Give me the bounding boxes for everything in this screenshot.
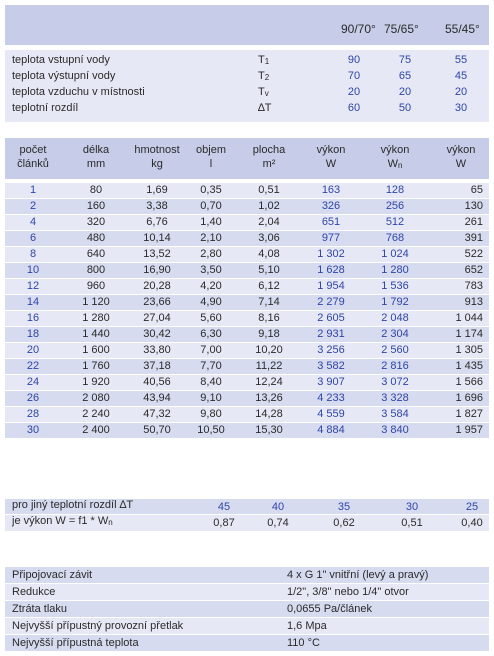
table-cell: 3 582 xyxy=(317,360,345,372)
table-cell: 8,40 xyxy=(200,376,222,388)
table-cell: 261 xyxy=(464,216,483,228)
factor-value: 30 xyxy=(405,501,419,513)
table-row xyxy=(5,263,489,279)
table-cell: 2 279 xyxy=(317,296,345,308)
table-cell: 1 760 xyxy=(82,360,110,372)
table-cell: 1 628 xyxy=(317,264,345,276)
table-cell: 8,16 xyxy=(258,312,280,324)
column-header-line2: $W_n$ xyxy=(387,158,403,170)
table-cell: 5,60 xyxy=(200,312,222,324)
table-cell: 4,08 xyxy=(258,248,280,260)
table-cell: 9,10 xyxy=(200,392,222,404)
column-header-line1: délka xyxy=(82,144,110,156)
table-cell: 1 435 xyxy=(455,360,483,372)
table-cell: 1 280 xyxy=(82,312,110,324)
delta-t-symbol: ∆T xyxy=(119,499,134,511)
table-cell: 1 536 xyxy=(381,280,409,292)
temp-label: teplota vstupní vody xyxy=(12,54,110,66)
temp-value: 20 xyxy=(398,86,412,98)
table-cell: 783 xyxy=(464,280,483,292)
column-header-line1: počet xyxy=(19,144,47,156)
temp-value: 90 xyxy=(347,54,361,66)
temp-row xyxy=(5,84,489,100)
factor-value: 35 xyxy=(337,501,351,513)
column-header xyxy=(303,143,359,171)
table-cell: 256 xyxy=(385,200,405,212)
factor-value: 0,62 xyxy=(333,517,355,529)
table-cell: 2 931 xyxy=(317,328,345,340)
table-cell: 7,70 xyxy=(200,360,222,372)
table-cell: 0,70 xyxy=(200,200,222,212)
temp-symbol: $T_v$ xyxy=(258,86,269,98)
table-cell: 1 044 xyxy=(455,312,483,324)
temp-symbol: $T_2$ xyxy=(258,70,270,82)
table-cell: 652 xyxy=(464,264,483,276)
table-cell: 480 xyxy=(86,232,106,244)
table-cell: 960 xyxy=(86,280,106,292)
column-header-line2: mm xyxy=(86,158,106,170)
factor-value: 40 xyxy=(271,501,285,513)
table-cell: 130 xyxy=(464,200,483,212)
table-cell: 2,10 xyxy=(200,232,222,244)
spec-label: Ztráta tlaku xyxy=(12,603,68,615)
spec-row xyxy=(5,567,489,583)
column-header-line2: m² xyxy=(262,158,276,170)
table-cell: 11,22 xyxy=(255,360,283,372)
table-row xyxy=(5,231,489,247)
table-cell: 16 xyxy=(26,312,40,324)
table-row xyxy=(5,359,489,375)
table-row xyxy=(5,327,489,343)
column-header-line2: kg xyxy=(151,158,163,170)
table-cell: 0,51 xyxy=(258,184,280,196)
table-cell: 4,90 xyxy=(200,296,222,308)
column-header-line1: hmotnost xyxy=(134,144,180,156)
table-cell: 20 xyxy=(26,344,40,356)
table-cell: 1 174 xyxy=(455,328,483,340)
factor-value: 0,40 xyxy=(461,517,483,529)
table-cell: 800 xyxy=(86,264,106,276)
table-cell: 1 440 xyxy=(82,328,110,340)
table-cell: 27,04 xyxy=(143,312,171,324)
spec-label: Připojovací závit xyxy=(12,569,93,581)
temp-row xyxy=(5,100,489,116)
spec-value: 110 °C xyxy=(287,637,320,649)
table-cell: 1 957 xyxy=(455,424,483,436)
table-cell: 1 120 xyxy=(82,296,110,308)
table-cell: 10,20 xyxy=(255,344,283,356)
radiator-table-header xyxy=(5,138,489,179)
table-cell: 640 xyxy=(86,248,106,260)
table-cell: 6,12 xyxy=(258,280,280,292)
table-cell: 14,28 xyxy=(255,408,283,420)
table-cell: 160 xyxy=(86,200,106,212)
column-header-line2: W xyxy=(455,158,467,170)
factor-value: 0,74 xyxy=(267,517,289,529)
temp-label: teplota výstupní vody xyxy=(12,70,116,82)
table-cell: 3 072 xyxy=(381,376,409,388)
table-cell: 8 xyxy=(29,248,37,260)
table-cell: 1 024 xyxy=(381,248,409,260)
table-cell: 3 256 xyxy=(317,344,345,356)
factor-label-2: je výkon $W = f1 * W_n$ xyxy=(12,515,113,527)
spec-row xyxy=(5,618,489,634)
table-cell: 50,70 xyxy=(143,424,171,436)
column-header xyxy=(241,143,297,171)
table-cell: 12 xyxy=(26,280,40,292)
table-cell: 3 328 xyxy=(381,392,409,404)
table-cell: 512 xyxy=(385,216,405,228)
table-cell: 1 696 xyxy=(455,392,483,404)
factor-row-f1 xyxy=(5,515,489,531)
table-cell: 2 816 xyxy=(381,360,409,372)
table-cell: 1 954 xyxy=(317,280,345,292)
table-cell: 4 xyxy=(29,216,37,228)
table-cell: 7,00 xyxy=(200,344,222,356)
temp-symbol: ∆T xyxy=(258,102,272,114)
table-cell: 4 559 xyxy=(317,408,345,420)
table-cell: 3,38 xyxy=(146,200,168,212)
table-cell: 7,14 xyxy=(258,296,280,308)
table-cell: 24 xyxy=(26,376,40,388)
table-cell: 1,69 xyxy=(146,184,168,196)
table-row xyxy=(5,295,489,311)
spec-value: 4 x G 1" vnitřní (levý a pravý) xyxy=(287,569,429,581)
table-cell: 4 884 xyxy=(317,424,345,436)
table-cell: 47,32 xyxy=(143,408,171,420)
table-cell: 15,30 xyxy=(255,424,283,436)
table-cell: 10 xyxy=(26,264,40,276)
table-row xyxy=(5,375,489,391)
table-cell: 2 560 xyxy=(381,344,409,356)
table-cell: 2 304 xyxy=(381,328,409,340)
factor-label-1: pro jiný teplotní rozdíl ∆T xyxy=(12,499,134,511)
temp-value: 60 xyxy=(347,102,361,114)
table-row xyxy=(5,407,489,423)
temp-value: 20 xyxy=(454,86,468,98)
temp-label: teplota vzduchu v místnosti xyxy=(12,86,145,98)
table-cell: 2 048 xyxy=(381,312,409,324)
temp-row xyxy=(5,52,489,68)
table-cell: 3 907 xyxy=(317,376,345,388)
column-header xyxy=(129,143,185,171)
temp-symbol: $T_1$ xyxy=(258,54,270,66)
spec-value: 1/2", 3/8" nebo 1/4" otvor xyxy=(287,586,409,598)
spec-label: Redukce xyxy=(12,586,56,598)
specifications-table xyxy=(5,567,489,651)
temp-value: 50 xyxy=(398,102,412,114)
spec-row xyxy=(5,601,489,617)
temp-col-header-3: 55/45° xyxy=(445,22,480,36)
table-cell: 128 xyxy=(385,184,405,196)
table-cell: 1 792 xyxy=(381,296,409,308)
table-cell: 977 xyxy=(321,232,341,244)
table-cell: 23,66 xyxy=(143,296,171,308)
table-cell: 22 xyxy=(26,360,40,372)
temp-value: 65 xyxy=(398,70,412,82)
table-cell: 18 xyxy=(26,328,40,340)
temp-value: 30 xyxy=(454,102,468,114)
table-cell: 13,26 xyxy=(255,392,283,404)
table-cell: 1,02 xyxy=(258,200,280,212)
spec-row xyxy=(5,635,489,651)
table-cell: 163 xyxy=(321,184,341,196)
factor-value: 25 xyxy=(465,501,479,513)
table-cell: 12,24 xyxy=(255,376,283,388)
table-cell: 26 xyxy=(26,392,40,404)
table-cell: 30 xyxy=(26,424,40,436)
table-cell: 391 xyxy=(464,232,483,244)
table-row xyxy=(5,343,489,359)
column-header xyxy=(68,143,124,171)
column-header-line1: výkon xyxy=(380,144,410,156)
table-cell: 1 600 xyxy=(82,344,110,356)
temp-col-header-1: 90/70° xyxy=(341,22,376,36)
table-cell: 9,18 xyxy=(258,328,280,340)
table-cell: 40,56 xyxy=(143,376,171,388)
temp-value: 75 xyxy=(398,54,412,66)
column-header-line2: W xyxy=(325,158,337,170)
table-cell: 20,28 xyxy=(143,280,171,292)
table-cell: 80 xyxy=(89,184,103,196)
table-cell: 1 920 xyxy=(82,376,110,388)
table-cell: 3 584 xyxy=(381,408,409,420)
table-cell: 1 305 xyxy=(455,344,483,356)
table-cell: 28 xyxy=(26,408,40,420)
column-header-line1: výkon xyxy=(316,144,346,156)
table-cell: 1 280 xyxy=(381,264,409,276)
table-cell: 0,35 xyxy=(200,184,222,196)
factor-value: 45 xyxy=(217,501,231,513)
table-cell: 6,76 xyxy=(146,216,168,228)
column-header xyxy=(367,143,423,173)
table-cell: 6 xyxy=(29,232,37,244)
column-header-line1: plocha xyxy=(252,144,286,156)
factor-value: 0,51 xyxy=(401,517,423,529)
table-cell: 1,40 xyxy=(200,216,222,228)
table-cell: 3 840 xyxy=(381,424,409,436)
table-row xyxy=(5,199,489,215)
table-row xyxy=(5,183,489,199)
table-cell: 33,80 xyxy=(143,344,171,356)
table-cell: 768 xyxy=(385,232,405,244)
table-cell: 43,94 xyxy=(143,392,171,404)
table-cell: 2 xyxy=(29,200,37,212)
temperature-parameters xyxy=(5,50,489,122)
table-cell: 6,30 xyxy=(200,328,222,340)
table-cell: 9,80 xyxy=(200,408,222,420)
temp-value: 55 xyxy=(454,54,468,66)
table-cell: 2 605 xyxy=(317,312,345,324)
factor-row-delta-t xyxy=(5,499,489,515)
table-cell: 1 827 xyxy=(455,408,483,420)
column-header-line2: l xyxy=(209,158,213,170)
table-cell: 4,20 xyxy=(200,280,222,292)
factor-value: 0,87 xyxy=(213,517,235,529)
table-cell: 2 400 xyxy=(82,424,110,436)
table-row xyxy=(5,311,489,327)
table-cell: 3,06 xyxy=(258,232,280,244)
column-header-line1: výkon xyxy=(446,144,476,156)
table-cell: 651 xyxy=(321,216,341,228)
table-cell: 2,80 xyxy=(200,248,222,260)
table-cell: 10,14 xyxy=(143,232,171,244)
column-header-line2: článků xyxy=(17,158,49,170)
table-cell: 913 xyxy=(464,296,483,308)
table-cell: 10,50 xyxy=(197,424,225,436)
table-cell: 1 566 xyxy=(455,376,483,388)
table-cell: 326 xyxy=(321,200,341,212)
spec-label: Nejvyšší přípustná teplota xyxy=(12,637,139,649)
table-cell: 30,42 xyxy=(143,328,171,340)
table-cell: 37,18 xyxy=(143,360,171,372)
table-cell: 3,50 xyxy=(200,264,222,276)
spec-value: 1,6 Mpa xyxy=(287,620,327,632)
table-cell: 5,10 xyxy=(258,264,280,276)
spec-value: 0,0655 Pa/článek xyxy=(287,603,373,615)
spec-row xyxy=(5,584,489,600)
table-cell: 2 080 xyxy=(82,392,110,404)
table-row xyxy=(5,391,489,407)
temp-row xyxy=(5,68,489,84)
table-row xyxy=(5,279,489,295)
column-header xyxy=(183,143,239,171)
column-header xyxy=(433,143,489,171)
table-cell: 1 xyxy=(29,184,37,196)
temperature-mode-header xyxy=(5,5,489,45)
table-cell: 16,90 xyxy=(143,264,171,276)
table-row xyxy=(5,247,489,263)
radiator-table-body xyxy=(5,183,489,439)
table-row xyxy=(5,215,489,231)
table-cell: 2,04 xyxy=(258,216,280,228)
temp-col-header-2: 75/65° xyxy=(384,22,419,36)
table-row xyxy=(5,423,489,439)
temp-label: teplotní rozdíl xyxy=(12,102,79,114)
temp-value: 45 xyxy=(454,70,468,82)
table-cell: 65 xyxy=(470,184,483,196)
table-cell: 2 240 xyxy=(82,408,110,420)
temp-value: 20 xyxy=(347,86,361,98)
table-cell: 522 xyxy=(464,248,483,260)
column-header xyxy=(5,143,61,171)
column-header-line1: objem xyxy=(196,144,226,156)
table-cell: 320 xyxy=(86,216,106,228)
temp-value: 70 xyxy=(347,70,361,82)
spec-label: Nejvyšší přípustný provozní přetlak xyxy=(12,620,184,632)
table-cell: 14 xyxy=(26,296,40,308)
table-cell: 4 233 xyxy=(317,392,345,404)
table-cell: 13,52 xyxy=(143,248,171,260)
table-cell: 1 302 xyxy=(317,248,345,260)
